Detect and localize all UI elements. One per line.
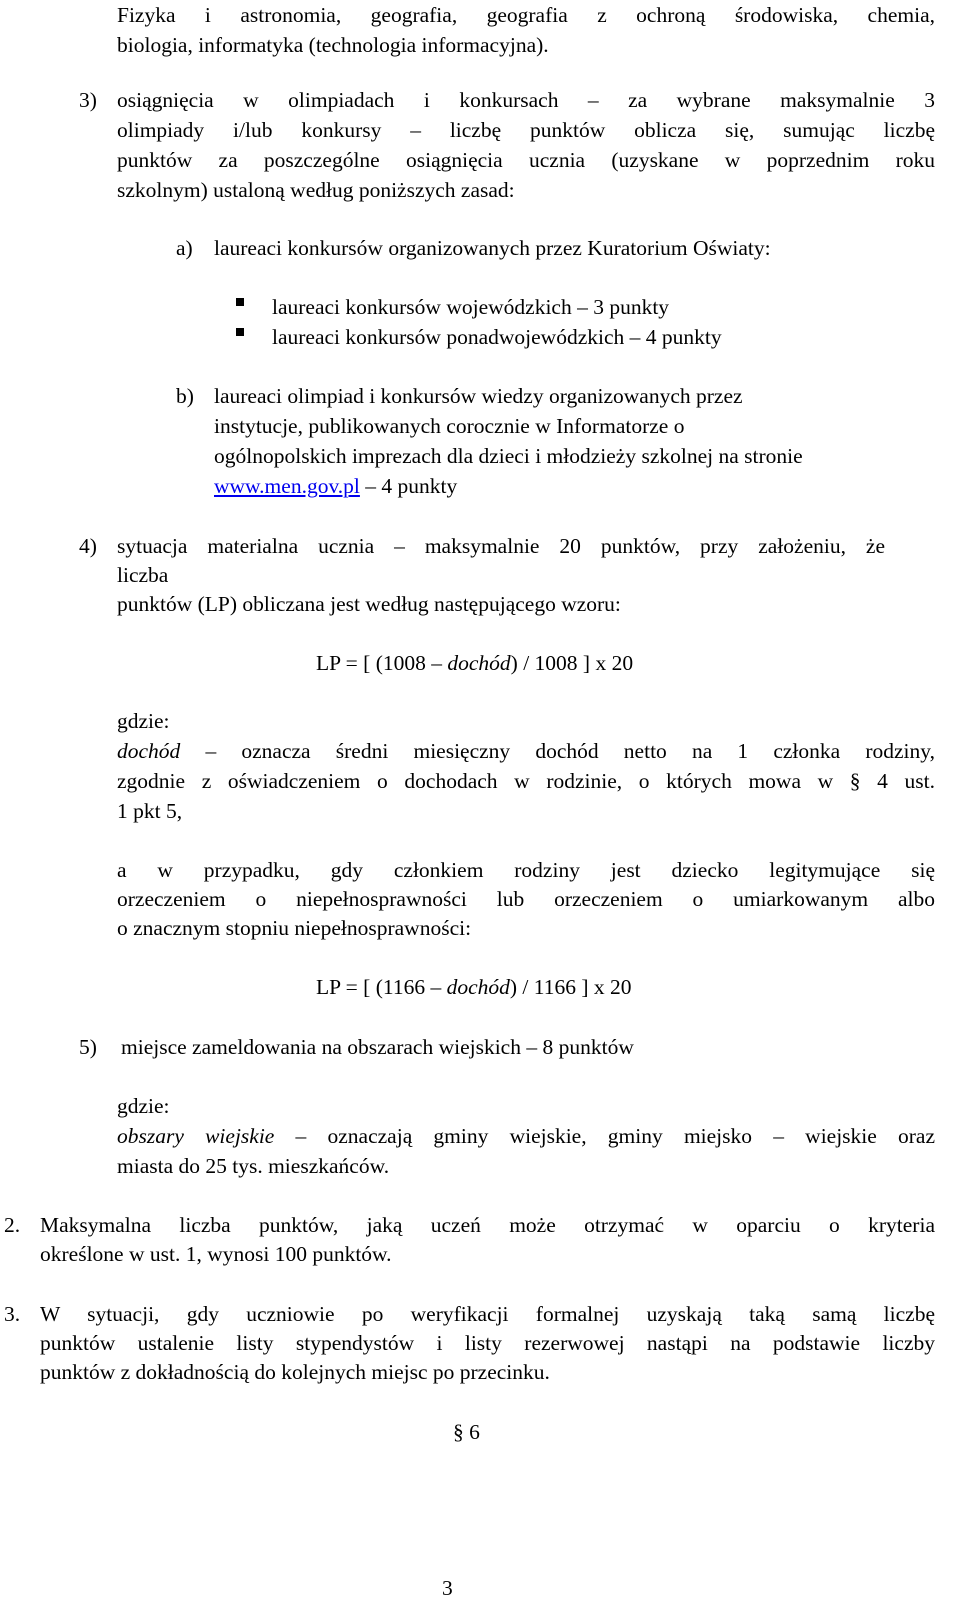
square-bullet-icon — [236, 298, 244, 306]
item-4-number: 4) — [79, 534, 97, 558]
section-2-line-1: Maksymalna liczba punktów, jaką uczeń może otrzymać w oparciu o kryteria — [40, 1213, 935, 1237]
formula-1-variable: dochód — [447, 651, 511, 675]
square-bullet-icon — [236, 328, 244, 336]
item-5-number: 5) — [79, 1035, 97, 1059]
item-3b-line-1: laureaci olimpiad i konkursów wiedzy organizowanych przez — [214, 384, 743, 408]
item-5-def-line-1 — [117, 1121, 935, 1151]
item-4-def-line-2: zgodnie z oświadczeniem o dochodach w rodzinie, o których mowa w § 4 ust. — [117, 769, 935, 793]
intro-line-1: Fizyka i astronomia, geografia, geografia z ochroną środowiska, chemia, — [117, 3, 935, 27]
section-3-line-3: punktów z dokładnością do kolejnych miejsc po przecinku. — [40, 1360, 550, 1384]
item-4-case-line-1: a w przypadku, gdy członkiem rodziny jest dziecko legitymujące się — [117, 858, 935, 882]
item-3-line-2: olimpiady i/lub konkursy – liczbę punktów oblicza się, sumując liczbę — [117, 118, 935, 142]
item-4-line-1: sytuacja materialna ucznia – maksymalnie 20 punktów, przy założeniu, że — [117, 534, 885, 558]
item-4-def-line-3: 1 pkt 5, — [117, 799, 183, 823]
item-4-line-3: punktów (LP) obliczana jest według następującego wzoru: — [117, 592, 621, 616]
item-4-def-term: dochód — [117, 739, 181, 763]
men-gov-link[interactable]: www.men.gov.pl — [214, 474, 360, 498]
formula-1-post: ) / 1008 ] x 20 — [510, 651, 634, 675]
item-3b-label: b) — [176, 384, 194, 408]
item-5-text: miejsce zameldowania na obszarach wiejskich – 8 punktów — [121, 1035, 634, 1059]
item-3b-points: – 4 punkty — [359, 474, 458, 498]
bullet-item-2: laureaci konkursów ponadwojewódzkich – 4 punkty — [272, 325, 722, 349]
item-4-def-text: – oznacza średni miesięczny dochód netto na 1 członka rodziny, — [180, 739, 935, 763]
item-4-case-line-3: o znacznym stopniu niepełnosprawności: — [117, 916, 472, 940]
formula-2 — [316, 972, 632, 1002]
section-3-number: 3. — [4, 1302, 21, 1326]
intro-line-2: biologia, informatyka (technologia informacyjna). — [117, 33, 549, 57]
item-4-def-line-1 — [117, 736, 935, 766]
section-3-line-2: punktów ustalenie listy stypendystów i listy rezerwowej nastąpi na podstawie liczby — [40, 1331, 935, 1355]
item-3-number: 3) — [79, 88, 97, 112]
item-4-line-2: liczba — [117, 563, 169, 587]
section-2-number: 2. — [4, 1213, 21, 1237]
item-5-def-text: – oznaczają gminy wiejskie, gminy miejsko – wiejskie oraz — [274, 1124, 936, 1148]
item-3b-line-2: instytucje, publikowanych corocznie w Informatorze o — [214, 414, 685, 438]
item-4-where: gdzie: — [117, 709, 170, 733]
item-3b-line-4 — [214, 471, 457, 501]
item-5-def-term: obszary wiejskie — [117, 1124, 275, 1148]
item-3b-line-3: ogólnopolskich imprezach dla dzieci i młodzieży szkolnej na stronie — [214, 444, 803, 468]
item-3-line-3: punktów za poszczególne osiągnięcia ucznia (uzyskane w poprzednim roku — [117, 148, 935, 172]
formula-2-variable: dochód — [446, 975, 510, 999]
item-3a-label: a) — [176, 236, 193, 260]
formula-1-pre: LP = [ (1008 – — [316, 651, 448, 675]
page-number: 3 — [442, 1576, 453, 1600]
item-5-where: gdzie: — [117, 1094, 170, 1118]
item-4-case-line-2: orzeczeniem o niepełnosprawności lub orzeczeniem o umiarkowanym albo — [117, 887, 935, 911]
formula-1 — [316, 648, 633, 678]
item-5-def-line-2: miasta do 25 tys. mieszkańców. — [117, 1154, 390, 1178]
section-2-line-2: określone w ust. 1, wynosi 100 punktów. — [40, 1242, 392, 1266]
bullet-item-1: laureaci konkursów wojewódzkich – 3 punkty — [272, 295, 670, 319]
item-3-line-4: szkolnym) ustaloną według poniższych zasad: — [117, 178, 515, 202]
item-3-line-1: osiągnięcia w olimpiadach i konkursach – za wybrane maksymalnie 3 — [117, 88, 935, 112]
item-3a-text: laureaci konkursów organizowanych przez Kuratorium Oświaty: — [214, 236, 771, 260]
paragraph-mark: § 6 — [453, 1420, 480, 1444]
section-3-line-1: W sytuacji, gdy uczniowie po weryfikacji formalnej uzyskają taką samą liczbę — [40, 1302, 935, 1326]
formula-2-post: ) / 1166 ] x 20 — [509, 975, 632, 999]
formula-2-pre: LP = [ (1166 – — [316, 975, 447, 999]
